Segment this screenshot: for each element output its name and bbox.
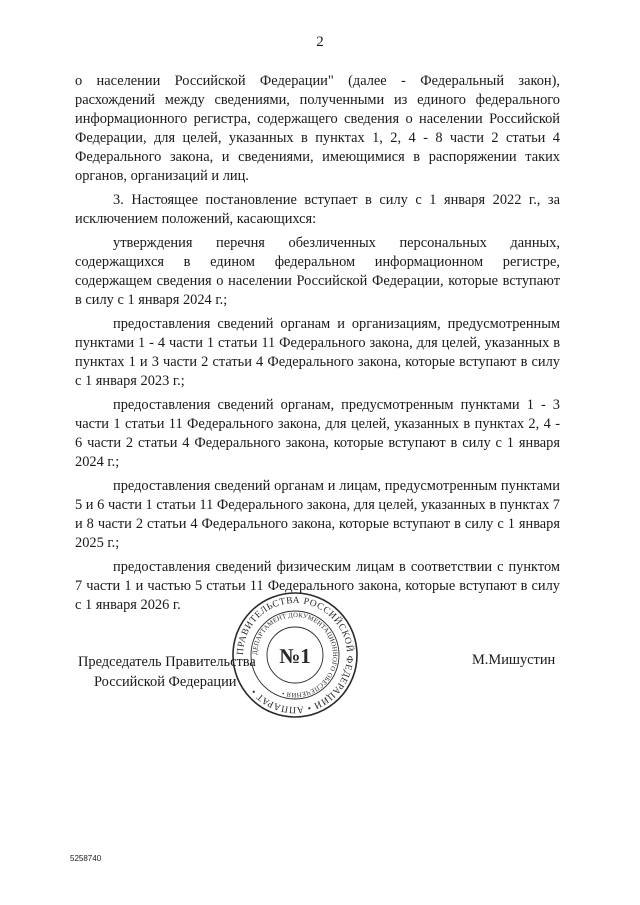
paragraph-exception-2: предоставления сведений органам и организациям, предусмотренным пунктами 1 - 4 части 1 статьи 11 Федерального закона, для целей, указанных в пунктах 1 и 3 части 2 статьи 4 Федерального закона, которые вступают в силу с 1 января 2023 г.; — [75, 316, 560, 389]
seal-outer-text: ПРАВИТЕЛЬСТВА РОССИЙСКОЙ ФЕДЕРАЦИИ • АППАРАТ • — [235, 595, 355, 715]
paragraph-clause-3: 3. Настоящее постановление вступает в силу с 1 января 2022 г., за исключением положений, касающихся: — [75, 192, 560, 227]
signatory-title-line1: Председатель Правительства — [78, 654, 256, 670]
paragraph-continuation: о населении Российской Федерации" (далее - Федеральный закон), расхождений между сведениями, полученными из единого федерального информационного регистра, содержащего сведения о населении Российской Федерации, для целей, указанных в пунктах 1, 2, 4 - 8 части 2 статьи 4 Федерального закона, и сведениями, имеющимися в распоряжении таких органов, организаций и лиц. — [75, 73, 560, 184]
document-body — [75, 72, 560, 620]
signatory-name: М.Мишустин — [472, 652, 556, 668]
page-number: 2 — [316, 34, 324, 50]
paragraph-exception-3: предоставления сведений органам, предусмотренным пунктами 1 - 3 части 1 статьи 11 Федерального закона, для целей, указанных в пунктах 2, 4 - 6 части 2 статьи 4 Федерального закона, которые вступают в силу с 1 января 2024 г.; — [75, 397, 560, 470]
paragraph-exception-5: предоставления сведений физическим лицам в соответствии с пунктом 7 части 1 и частью 5 статьи 11 Федерального закона, которые вступают в силу с 1 января 2026 г. — [75, 559, 560, 613]
document-code: 5258740 — [70, 854, 102, 863]
seal-inner-text: ДЕПАРТАМЕНТ ДОКУМЕНТАЦИОННОГО ОБЕСПЕЧЕНИЯ • — [251, 611, 339, 699]
signatory-title-line2: Российской Федерации — [94, 674, 237, 690]
paragraph-exception-1: утверждения перечня обезличенных персональных данных, содержащихся в едином федеральном информационном регистре, содержащем сведения о населении Российской Федерации, которые вступают в силу с 1 января 2024 г.; — [75, 235, 560, 308]
seal-number: №1 — [279, 644, 311, 668]
paragraph-exception-4: предоставления сведений органам и лицам, предусмотренным пунктами 5 и 6 части 1 статьи 11 Федерального закона, для целей, указанных в пунктах 7 и 8 части 2 статьи 4 Федерального закона, которые вступают в силу с 1 января 2025 г.; — [75, 478, 560, 551]
official-seal-icon — [230, 590, 360, 720]
